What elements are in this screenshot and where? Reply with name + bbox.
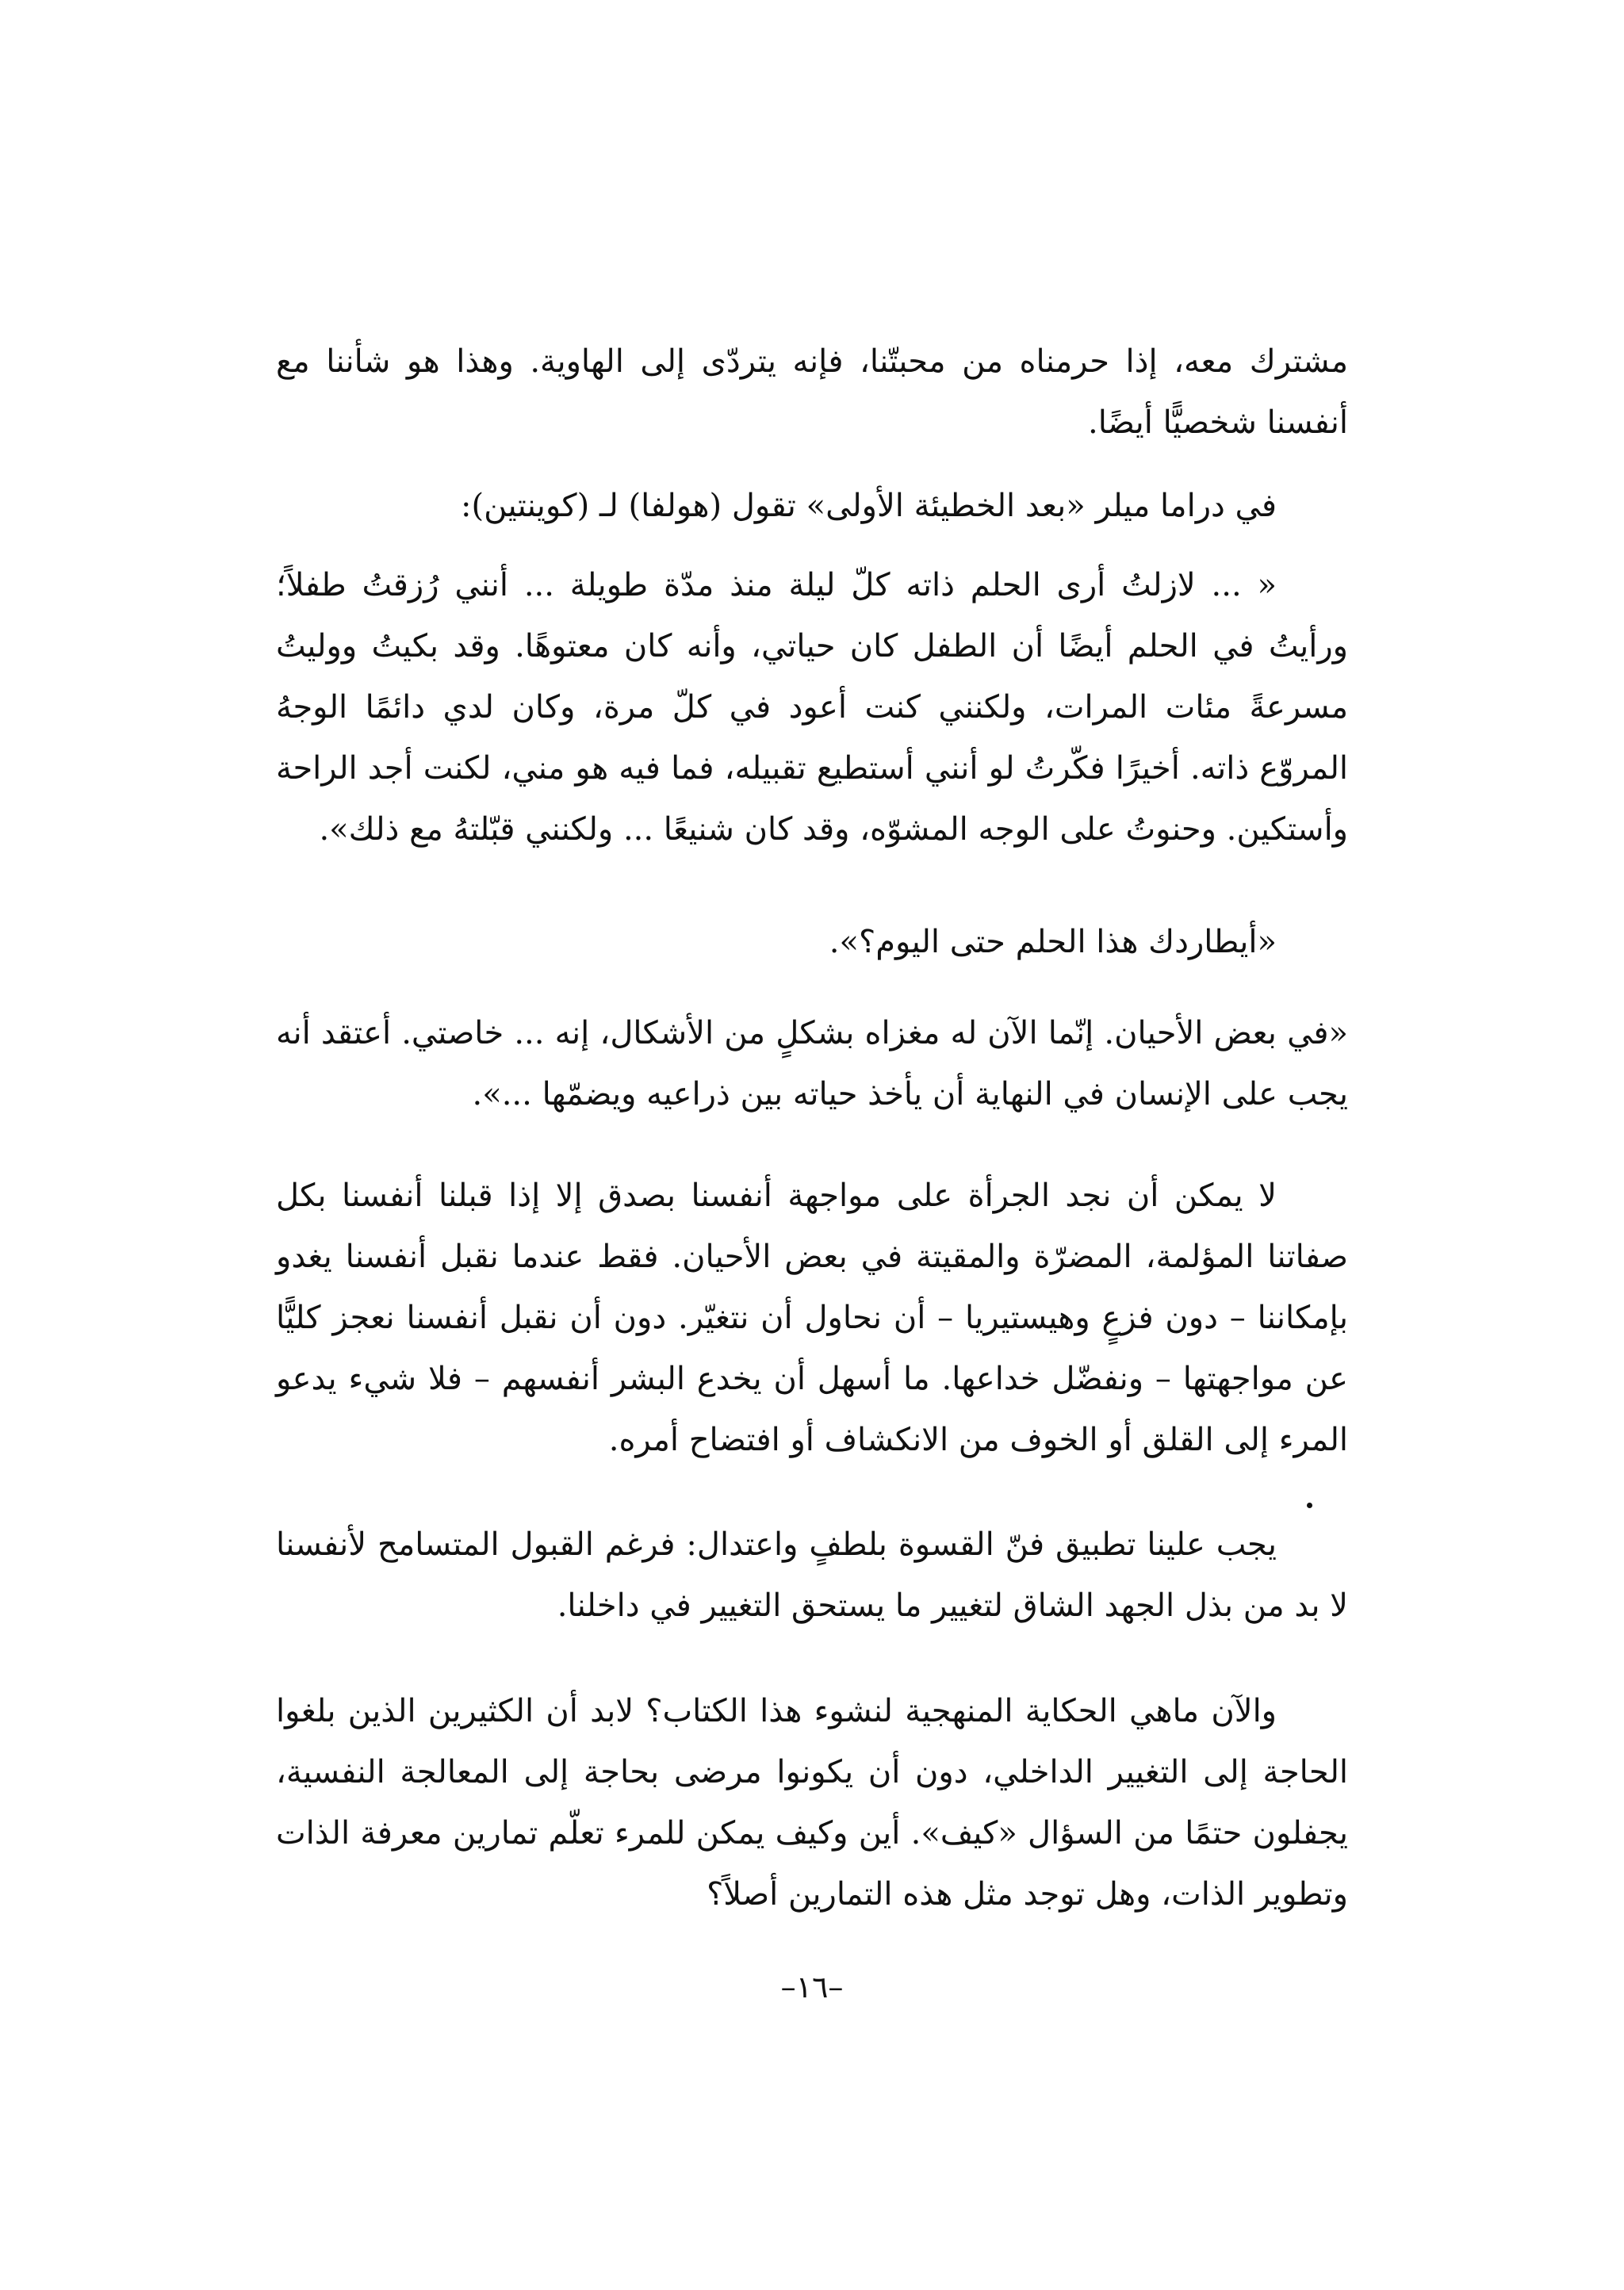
paragraph-book-origin: والآن ماهي الحكاية المنهجية لنشوء هذا الكتاب؟ لابد أن الكثيرين الذين بلغوا الحاجة إلى التغيير الداخلي، دون أن يكونوا مرضى بحاجة إلى المعالجة النفسية، يجفلون حتمًا من السؤال «كيف». أين وكيف يمكن للمرء تعلّم تمارين معرفة الذات وتطوير الذات، وهل توجد مثل هذه التمارين أصلاً؟ [276, 1693, 1348, 1913]
paragraph-gentle-severity: يجب علينا تطبيق فنّ القسوة بلطفٍ واعتدال: فرغم القبول المتسامح لأنفسنا لا بد من بذل الجهد الشاق لتغيير ما يستحق التغيير في داخلنا. [276, 1526, 1348, 1624]
paragraph-continuation: مشترك معه، إذا حرمناه من محبتّنا، فإنه يتردّى إلى الهاوية. وهذا هو شأننا مع أنفسنا شخصيًّا أيضًا. [276, 343, 1348, 441]
paragraph-dream-quote: « ... لازلتُ أرى الحلم ذاته كلّ ليلة منذ مدّة طويلة ... أنني رُزقتُ طفلاً؛ ورأيتُ في الحلم أيضًا أن الطفل كان حياتي، وأنه كان معتوهًا. وقد بكيتُ ووليتُ مسرعةً مئات المرات، ولكنني كنت أعود في كلّ مرة، وكان لدي دائمًا الوجهُ المروّع ذاته. أخيرًا فكّرتُ لو أنني أستطيع تقبيله، فما فيه هو مني، لكنت أجد الراحة وأستكين. وحنوتُ على الوجه المشوّه، وقد كان شنيعًا ... ولكنني قبّلتهُ مع ذلك». [276, 567, 1348, 848]
paragraph-drama-intro: في دراما ميلر «بعد الخطيئة الأولى» تقول (هولفا) لـ (كوينتين): [461, 488, 1277, 524]
paragraph-self-acceptance: لا يمكن أن نجد الجرأة على مواجهة أنفسنا بصدق إلا إذا قبلنا أنفسنا بكل صفاتنا المؤلمة، المضرّة والمقيتة في بعض الأحيان. فقط عندما نقبل أنفسنا يغدو بإمكاننا – دون فزعٍ وهيستيريا – أن نحاول أن نتغيّر. دون أن نقبل أنفسنا نعجز كليًّا عن مواجهتها – ونفضّل خداعها. ما أسهل أن يخدع البشر أنفسهم – فلا شيء يدعو المرء إلى القلق أو الخوف من الانكشاف أو افتضاح أمره. [276, 1178, 1348, 1458]
paragraph-answer-quote: «في بعض الأحيان. إنّما الآن له مغزاه بشكلٍ من الأشكال، إنه ... خاصتي. أعتقد أنه يجب على الإنسان في النهاية أن يأخذ حياته بين ذراعيه ويضمّها ...». [276, 1015, 1348, 1112]
page-number: –١٦– [780, 1970, 844, 2005]
paragraph-question-quote: «أيطاردك هذا الحلم حتى اليوم؟». [829, 924, 1277, 960]
ink-dot [1307, 1503, 1312, 1508]
